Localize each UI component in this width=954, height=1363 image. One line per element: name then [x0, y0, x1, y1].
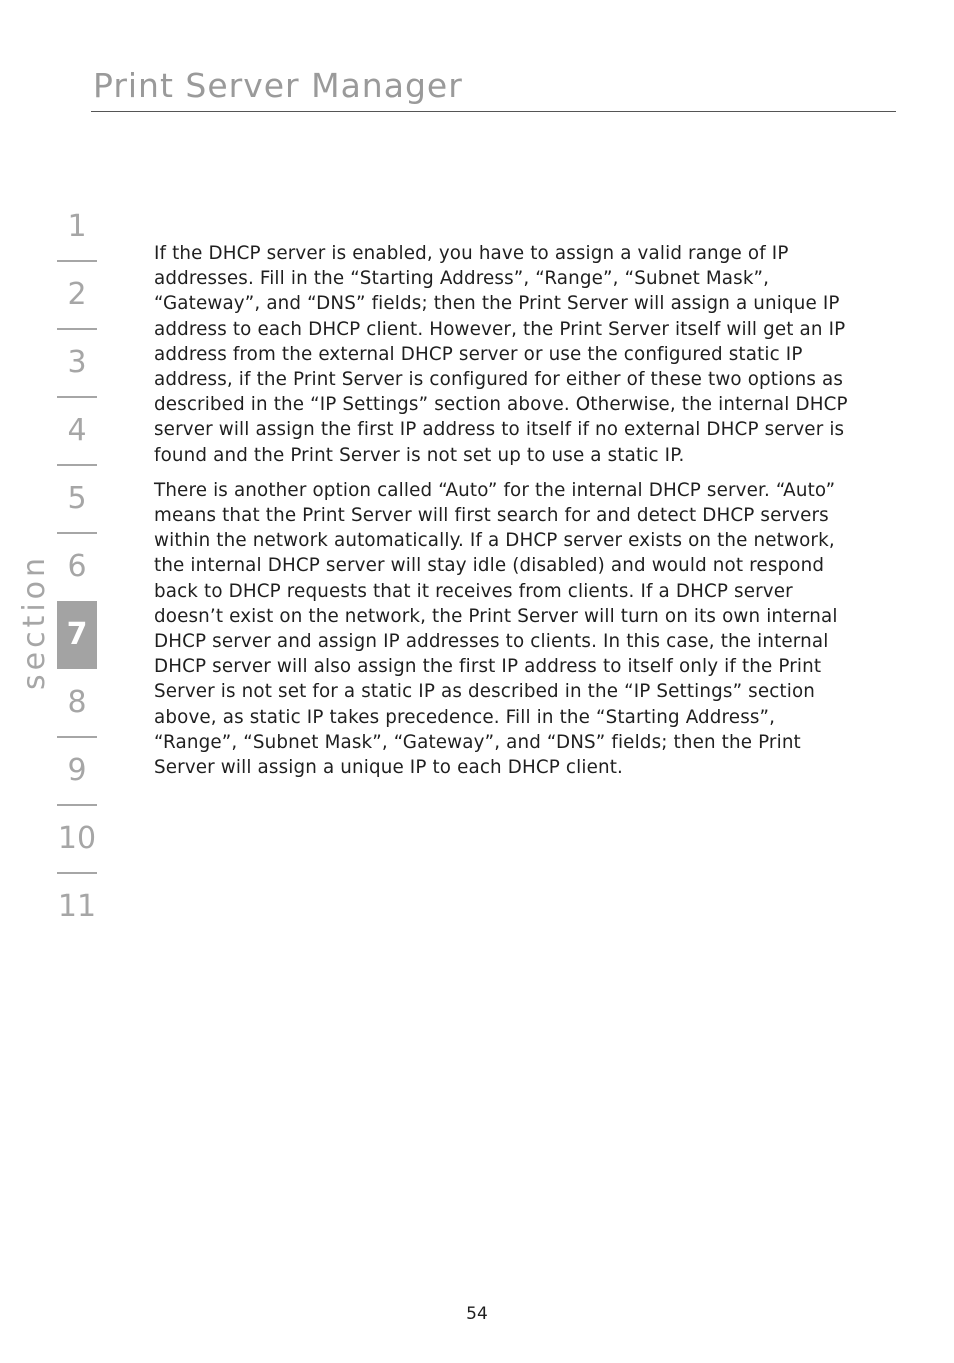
- section-tab-7-active[interactable]: 7: [57, 601, 97, 669]
- section-tab-11[interactable]: 11: [57, 889, 97, 924]
- section-tab-4[interactable]: 4: [67, 413, 87, 448]
- body-content: [154, 241, 858, 790]
- section-tab-2[interactable]: 2: [67, 277, 87, 312]
- section-tab-8[interactable]: 8: [67, 685, 87, 720]
- body-paragraph-dhcp-auto: There is another option called “Auto” for the internal DHCP server. “Auto” means that the Print Server will first search for and detect DHCP servers within the network automatically. If a DHCP server exists on the network, the internal DHCP server will stay idle (disabled) and would not respond back to DHCP requests that it receives from clients. If a DHCP server doesn’t exist on the network, the Print Server will turn on its own internal DHCP server and assign IP addresses to clients. In this case, the internal DHCP server will also assign the first IP address to itself only if the Print Server is not set for a static IP as described in the “IP Settings” section above, as static IP takes precedence. Fill in the “Starting Address”, “Range”, “Subnet Mask”, “Gateway”, and “DNS” fields; then the Print Server will assign a unique IP to each DHCP client.: [154, 479, 838, 779]
- section-tab-9[interactable]: 9: [67, 753, 87, 788]
- section-tab-10[interactable]: 10: [57, 821, 97, 856]
- section-label: section: [17, 553, 52, 690]
- section-tab-1[interactable]: 1: [67, 209, 87, 244]
- page-header-title: Print Server Manager: [93, 66, 463, 105]
- section-tab-6[interactable]: 6: [67, 549, 87, 584]
- section-tab-3[interactable]: 3: [67, 345, 87, 380]
- section-navigation: [57, 193, 97, 941]
- header-divider: [91, 111, 896, 112]
- section-tab-5[interactable]: 5: [67, 481, 87, 516]
- body-paragraph-dhcp-enabled: If the DHCP server is enabled, you have to assign a valid range of IP addresses. Fill in the “Starting Address”, “Range”, “Subnet Mask”, “Gateway”, and “DNS” fields; then the Print Server will assign a unique IP address to each DHCP client. However, the Print Server itself will get an IP address from the external DHCP server or use the configured static IP address, if the Print Server is configured for either of these two options as described in the “IP Settings” section above. Otherwise, the internal DHCP server will assign the first IP address to itself if no external DHCP server is found and the Print Server is not set up to use a static IP.: [154, 243, 848, 466]
- page-number: 54: [466, 1304, 488, 1324]
